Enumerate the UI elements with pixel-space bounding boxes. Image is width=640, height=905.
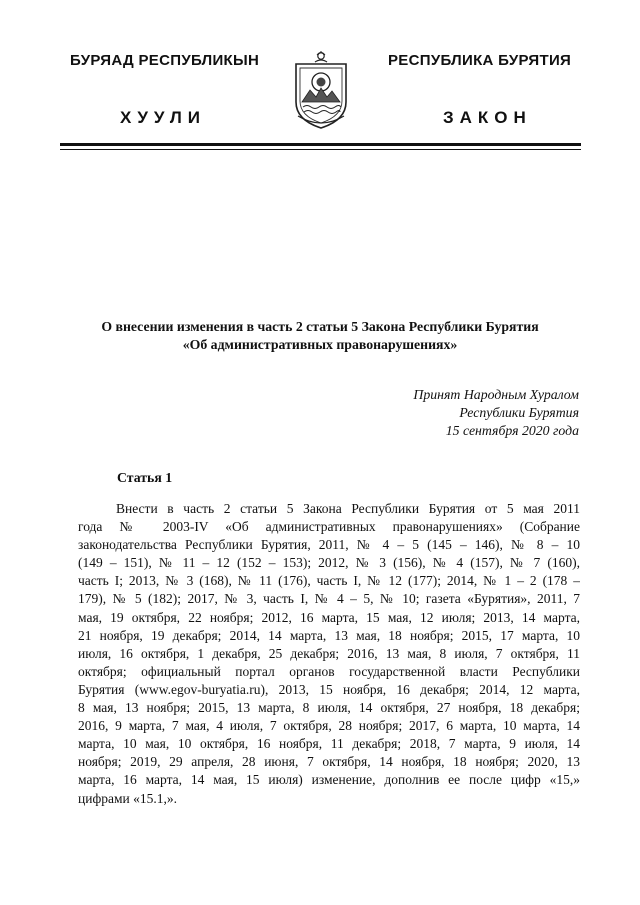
body-line: часть I; 2013, № 3 (168), № 11 (176), часть I, № 12 (177); 2014, № 1 – 2 (178 – (78, 573, 580, 589)
article-heading: Статья 1 (117, 470, 173, 485)
body-line: июля, 16 октября, 1 декабря, 25 декабря; 2016, 13 мая, 8 июля, 7 октября, 11 (78, 645, 580, 661)
law-title (90, 318, 550, 354)
body-line: марта, 16 марта, 14 мая, 15 июля) изменение, дополнив ее после цифр «15,» (78, 772, 580, 788)
body-line: цифрами «15.1,». (78, 790, 177, 806)
body-line: ноября; 2019, 29 апреля, 28 июня, 7 октября, 14 ноября, 18 ноября; 2020, 13 (78, 754, 580, 770)
law-title-line: «Об административных правонарушениях» (182, 337, 458, 352)
header-divider-thick (60, 143, 581, 146)
body-line: 2016, 9 марта, 7 мая, 4 июля, 7 октября, 28 ноября; 2017, 6 марта, 10 марта, 14 (78, 718, 580, 734)
body-line: марта, 10 мая, 10 октября, 16 ноября, 11 декабря; 2018, 7 марта, 9 июля, 14 (78, 736, 580, 752)
body-line: 21 ноября, 19 декабря; 2014, 14 марта, 13 мая, 18 ноября; 2015, 17 марта, 10 (78, 627, 580, 643)
header-divider-thin (60, 149, 581, 150)
body-line: Внести в часть 2 статьи 5 Закона Республики Бурятия от 5 мая 2011 (116, 501, 580, 516)
adoption-note-line: Принят Народным Хуралом (413, 387, 579, 402)
law-title-line: О внесении изменения в часть 2 статьи 5 Закона Республики Бурятия (101, 319, 539, 334)
body-line: октября; официальный портал органов государственной власти Республики (78, 663, 580, 679)
body-line: Бурятия (www.egov-buryatia.ru), 2013, 15 ноября, 16 декабря; 2014, 12 марта, (78, 681, 580, 697)
body-line: 8 мая, 13 ноября; 2015, 13 марта, 8 июля, 14 октября, 27 ноября, 18 декабря; (78, 700, 580, 716)
coat-of-arms-icon (290, 50, 352, 130)
article-body (78, 500, 580, 808)
adoption-note-line: Республики Бурятия (459, 405, 579, 420)
adoption-date: 15 сентября 2020 года (445, 423, 579, 438)
header-republic-of-buryatia: РЕСПУБЛИКА БУРЯТИЯ (388, 52, 572, 69)
body-line: (149 – 151), № 11 – 12 (152 – 153); 2012, № 3 (156), № 4 (157), № 7 (160), (78, 555, 580, 571)
body-line: законодательства Республики Бурятия, 2011, № 4 – 5 (145 – 146), № 8 – 10 (78, 537, 580, 553)
header-buryat-republic: БУРЯАД РЕСПУБЛИКЫН (70, 52, 260, 69)
body-line: мая, 19 октября, 22 ноября; 2012, 16 марта, 15 мая, 12 июля; 2013, 14 марта, (78, 609, 580, 625)
body-line: года № 2003-IV «Об административных правонарушениях» (Собрание (78, 519, 580, 535)
header-law-russian: ЗАКОН (443, 108, 532, 127)
body-line: 179), № 5 (182); 2017, № 3, часть I, № 4 – 5, № 10; газета «Бурятия», 2011, 7 (78, 591, 580, 607)
header-law-buryat: ХУУЛИ (120, 108, 206, 127)
adoption-note (350, 386, 579, 440)
